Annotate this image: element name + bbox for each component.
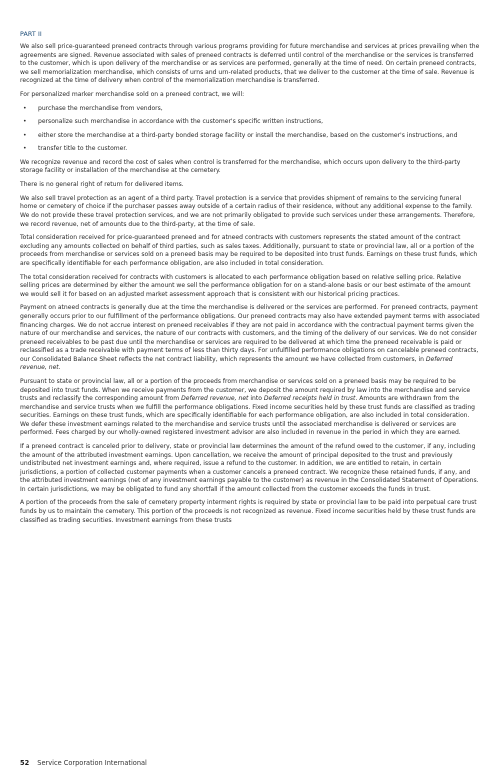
part-heading: PART II <box>20 31 42 38</box>
paragraph: If a preneed contract is canceled prior to delivery, state or provincial law determines the amount of the refund owed to the customer, if any, including the amount of the attributed investment earnings. Upon cancellation, we receive the amount of principal deposited to the trust and previously undistributed net investment earnings and, where required, issue a refund to the customer. In addition, we are entitled to retain, in certain jurisdictions, a portion of collected customer payments when a customer cancels a preneed contract. We recognize these retained funds, if any, and the attributed investment earnings (net of any investment earnings payable to the customer) as revenue in the Consolidated Statement of Operations. In certain jurisdictions, we may be obligated to fund any shortfall if the amount collected from the customer exceeds the funds in trust. <box>20 443 479 493</box>
italic-term: Deferred receipts held in trust <box>263 395 356 403</box>
list-item-text: purchase the merchandise from vendors, <box>38 104 163 112</box>
list-item-text: either store the merchandise at a third-party bonded storage facility or install the merchandise, based on the customer's instructions, and <box>38 131 458 139</box>
bullet-icon: • <box>23 104 27 112</box>
paragraph: For personalized marker merchandise sold on a preneed contract, we will: <box>20 90 245 98</box>
paragraph <box>20 378 480 438</box>
paragraph: There is no general right of return for delivered items. <box>20 181 184 189</box>
page-footer <box>20 759 147 768</box>
italic-term: Deferred revenue, net <box>20 355 453 372</box>
bullet-icon: • <box>23 131 27 139</box>
page-number: 52 <box>20 759 30 767</box>
paragraph: We recognize revenue and record the cost of sales when control is transferred for the merchandise, which occurs upon delivery to the third-party storage facility or installation of the merchandise at the cemetery. <box>20 158 461 175</box>
paragraph: We also sell price-guaranteed preneed contracts through various programs providing for future merchandise and services at prices prevailing when the agreements are signed. Revenue associated with sales of preneed contracts is deferred until control of the merchandise or the services is transferred to the customer, which is upon delivery of the merchandise or as services are performed, generally at the time of need. On certain preneed contracts, we sell memorialization merchandise, which consists of urns and urn-related products, that we deliver to the customer at the time of sale. Revenue is recognized at the time of delivery when control of the memorialization merchandise is transferred. <box>20 43 480 85</box>
list-item <box>20 132 480 141</box>
paragraph-text: Payment on atneed contracts is generally due at the time the merchandise is delivered or the services are performed. For preneed contracts, payment generally occurs prior to our fulfillment of the performance obligations. Our preneed contracts may also have extended payment terms with associated financing charges. We do not accrue interest on preneed receivables if they are not paid in accordance with the contractual payment terms given the nature of our merchandise and services, the nature of our contracts with customers, and the timing of the delivery of our services. We do not consider preneed receivables to be past due until the merchandise or services are required to be delivered at which time the preneed receivable is paid or reclassified as a trade receivable with payment terms of less than thirty days. For unfulfilled performance obligations on cancelable preneed contracts, our Consolidated Balance Sheet reflects the net contract liability, which represents the amount we have collected from customers, in <box>20 304 480 363</box>
paragraph-text: . Amounts are withdrawn from the merchandise and service trusts when we fulfill the performance obligations. Fixed income securities held by these trust funds are classified as trading securities. Earnings on these trust funds, which are specifically identifiable for each performance obligation, are also included in total consideration. We defer these investment earnings related to the merchandise and service trusts until the associated merchandise is delivered or services are performed. Fees charged by our wholly-owned registered investment advisor are also included in revenue in the period in which they are earned. <box>20 395 476 437</box>
paragraph: The total consideration received for contracts with customers is allocated to each performance obligation based on relative selling price. Relative selling prices are determined by either the amount we sell the performance obligation for on a stand-alone basis or our best estimate of the amount we would sell it for based on an adjusted market assessment approach that is consistent with our historical pricing practices. <box>20 273 471 298</box>
paragraph: A portion of the proceeds from the sale of cemetery property interment rights is required by state or provincial law to be paid into perpetual care trust funds by us to maintain the cemetery. This portion of the proceeds is not recognized as revenue. Fixed income securities held by these trust funds are classified as trading securities. Investment earnings from these trusts <box>20 499 477 524</box>
paragraph: Total consideration received for price-guaranteed preneed and for atneed contracts with customers represents the stated amount of the contract excluding any amounts collected on behalf of third parties, such as sales taxes. Additionally, pursuant to state or provincial law, all or a portion of the proceeds from merchandise or services sold on a preneed basis may be required to be deposited into trust funds. Earnings on these trust funds, which are specifically identifiable for each performance obligation, are also included in total consideration. <box>20 234 478 267</box>
paragraph <box>20 304 480 372</box>
paragraph-text: Pursuant to state or provincial law, all or a portion of the proceeds from merchandise or services sold on a preneed basis may be required to be deposited into trust funds. When we receive payments from the customer, we deposit the amount required by law into the merchandise and service trusts and reclassify the corresponding amount from <box>20 378 471 403</box>
bullet-icon: • <box>23 145 27 153</box>
paragraph-text: into <box>248 395 264 403</box>
list-item <box>20 105 480 114</box>
italic-term: Deferred revenue, net <box>181 395 249 403</box>
paragraph: We also sell travel protection as an agent of a third party. Travel protection is a service that provides shipment of remains to the servicing funeral home or cemetery of choice if the purchaser passes away outside of a certain radius of their residence, without any additional expense to the family. We do not provide these travel protection services, and we are not primarily obligated to provide such services under these arrangements. Therefore, we record revenue, net of amounts due to the third-party, at the time of sale. <box>20 194 475 228</box>
company-name: Service Corporation International <box>37 759 147 767</box>
list-item <box>20 145 480 154</box>
list-item <box>20 118 480 127</box>
list-item-text: personalize such merchandise in accordance with the customer's specific written instructions, <box>38 118 324 126</box>
bullet-list <box>20 105 480 154</box>
bullet-icon: • <box>23 118 27 126</box>
list-item-text: transfer title to the customer. <box>38 145 128 153</box>
paragraph-text: . <box>58 364 61 372</box>
